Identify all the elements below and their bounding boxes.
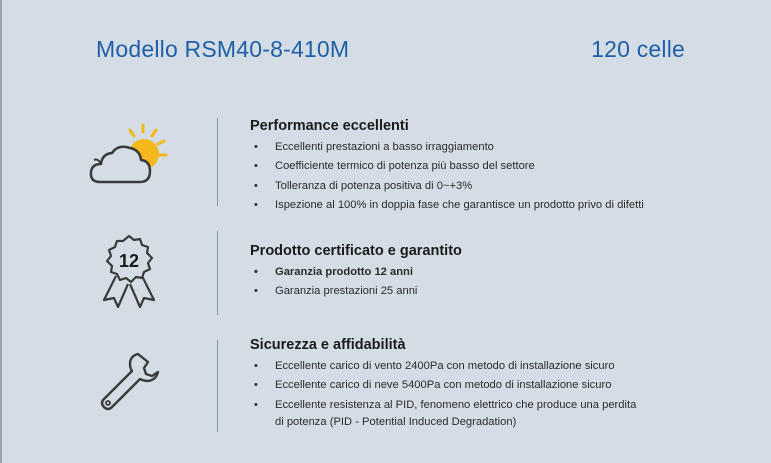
section-content — [250, 242, 751, 302]
section-title: Performance eccellenti — [250, 118, 409, 134]
bullet-list — [250, 263, 751, 302]
list-item: • Eccellente resistenza al PID, fenomeno elettrico che produce una perdita — [250, 396, 751, 415]
section-content — [250, 336, 751, 432]
bullet-list — [250, 138, 751, 215]
cells-count-title: 120 celle — [591, 36, 685, 62]
section-content — [250, 117, 751, 215]
section-certified — [0, 228, 771, 318]
section-title: Sicurezza e affidabilità — [250, 337, 406, 353]
bullet-list — [250, 357, 751, 415]
certified-badge-icon — [84, 234, 174, 310]
header — [96, 36, 685, 70]
section-performance — [0, 112, 771, 212]
model-title: Modello RSM40-8-410M — [96, 36, 350, 62]
badge-number: 12 — [118, 251, 140, 271]
section-title: Prodotto certificato e garantito — [250, 243, 462, 259]
list-item: • Garanzia prodotto 12 anni — [250, 263, 751, 282]
list-item: • Tolleranza di potenza positiva di 0~+3% — [250, 177, 751, 196]
section-divider — [217, 231, 218, 315]
list-item: • Ispezione al 100% in doppia fase che garantisce un prodotto privo di difetti — [250, 196, 751, 215]
section-divider — [217, 118, 218, 206]
sun-cloud-icon — [84, 122, 174, 190]
section-divider — [217, 340, 218, 432]
section-safety — [0, 336, 771, 446]
list-item: • Coefficiente termico di potenza più basso del settore — [250, 157, 751, 176]
wrench-icon — [84, 350, 174, 416]
list-item: • Garanzia prestazioni 25 anni — [250, 282, 751, 301]
list-item: • Eccellente carico di vento 2400Pa con metodo di installazione sicuro — [250, 357, 751, 376]
list-item: • Eccellenti prestazioni a basso irraggiamento — [250, 138, 751, 157]
list-item-continuation: di potenza (PID - Potential Induced Degradation) — [275, 415, 517, 428]
list-item: • Eccellente carico di neve 5400Pa con metodo di installazione sicuro — [250, 376, 751, 395]
